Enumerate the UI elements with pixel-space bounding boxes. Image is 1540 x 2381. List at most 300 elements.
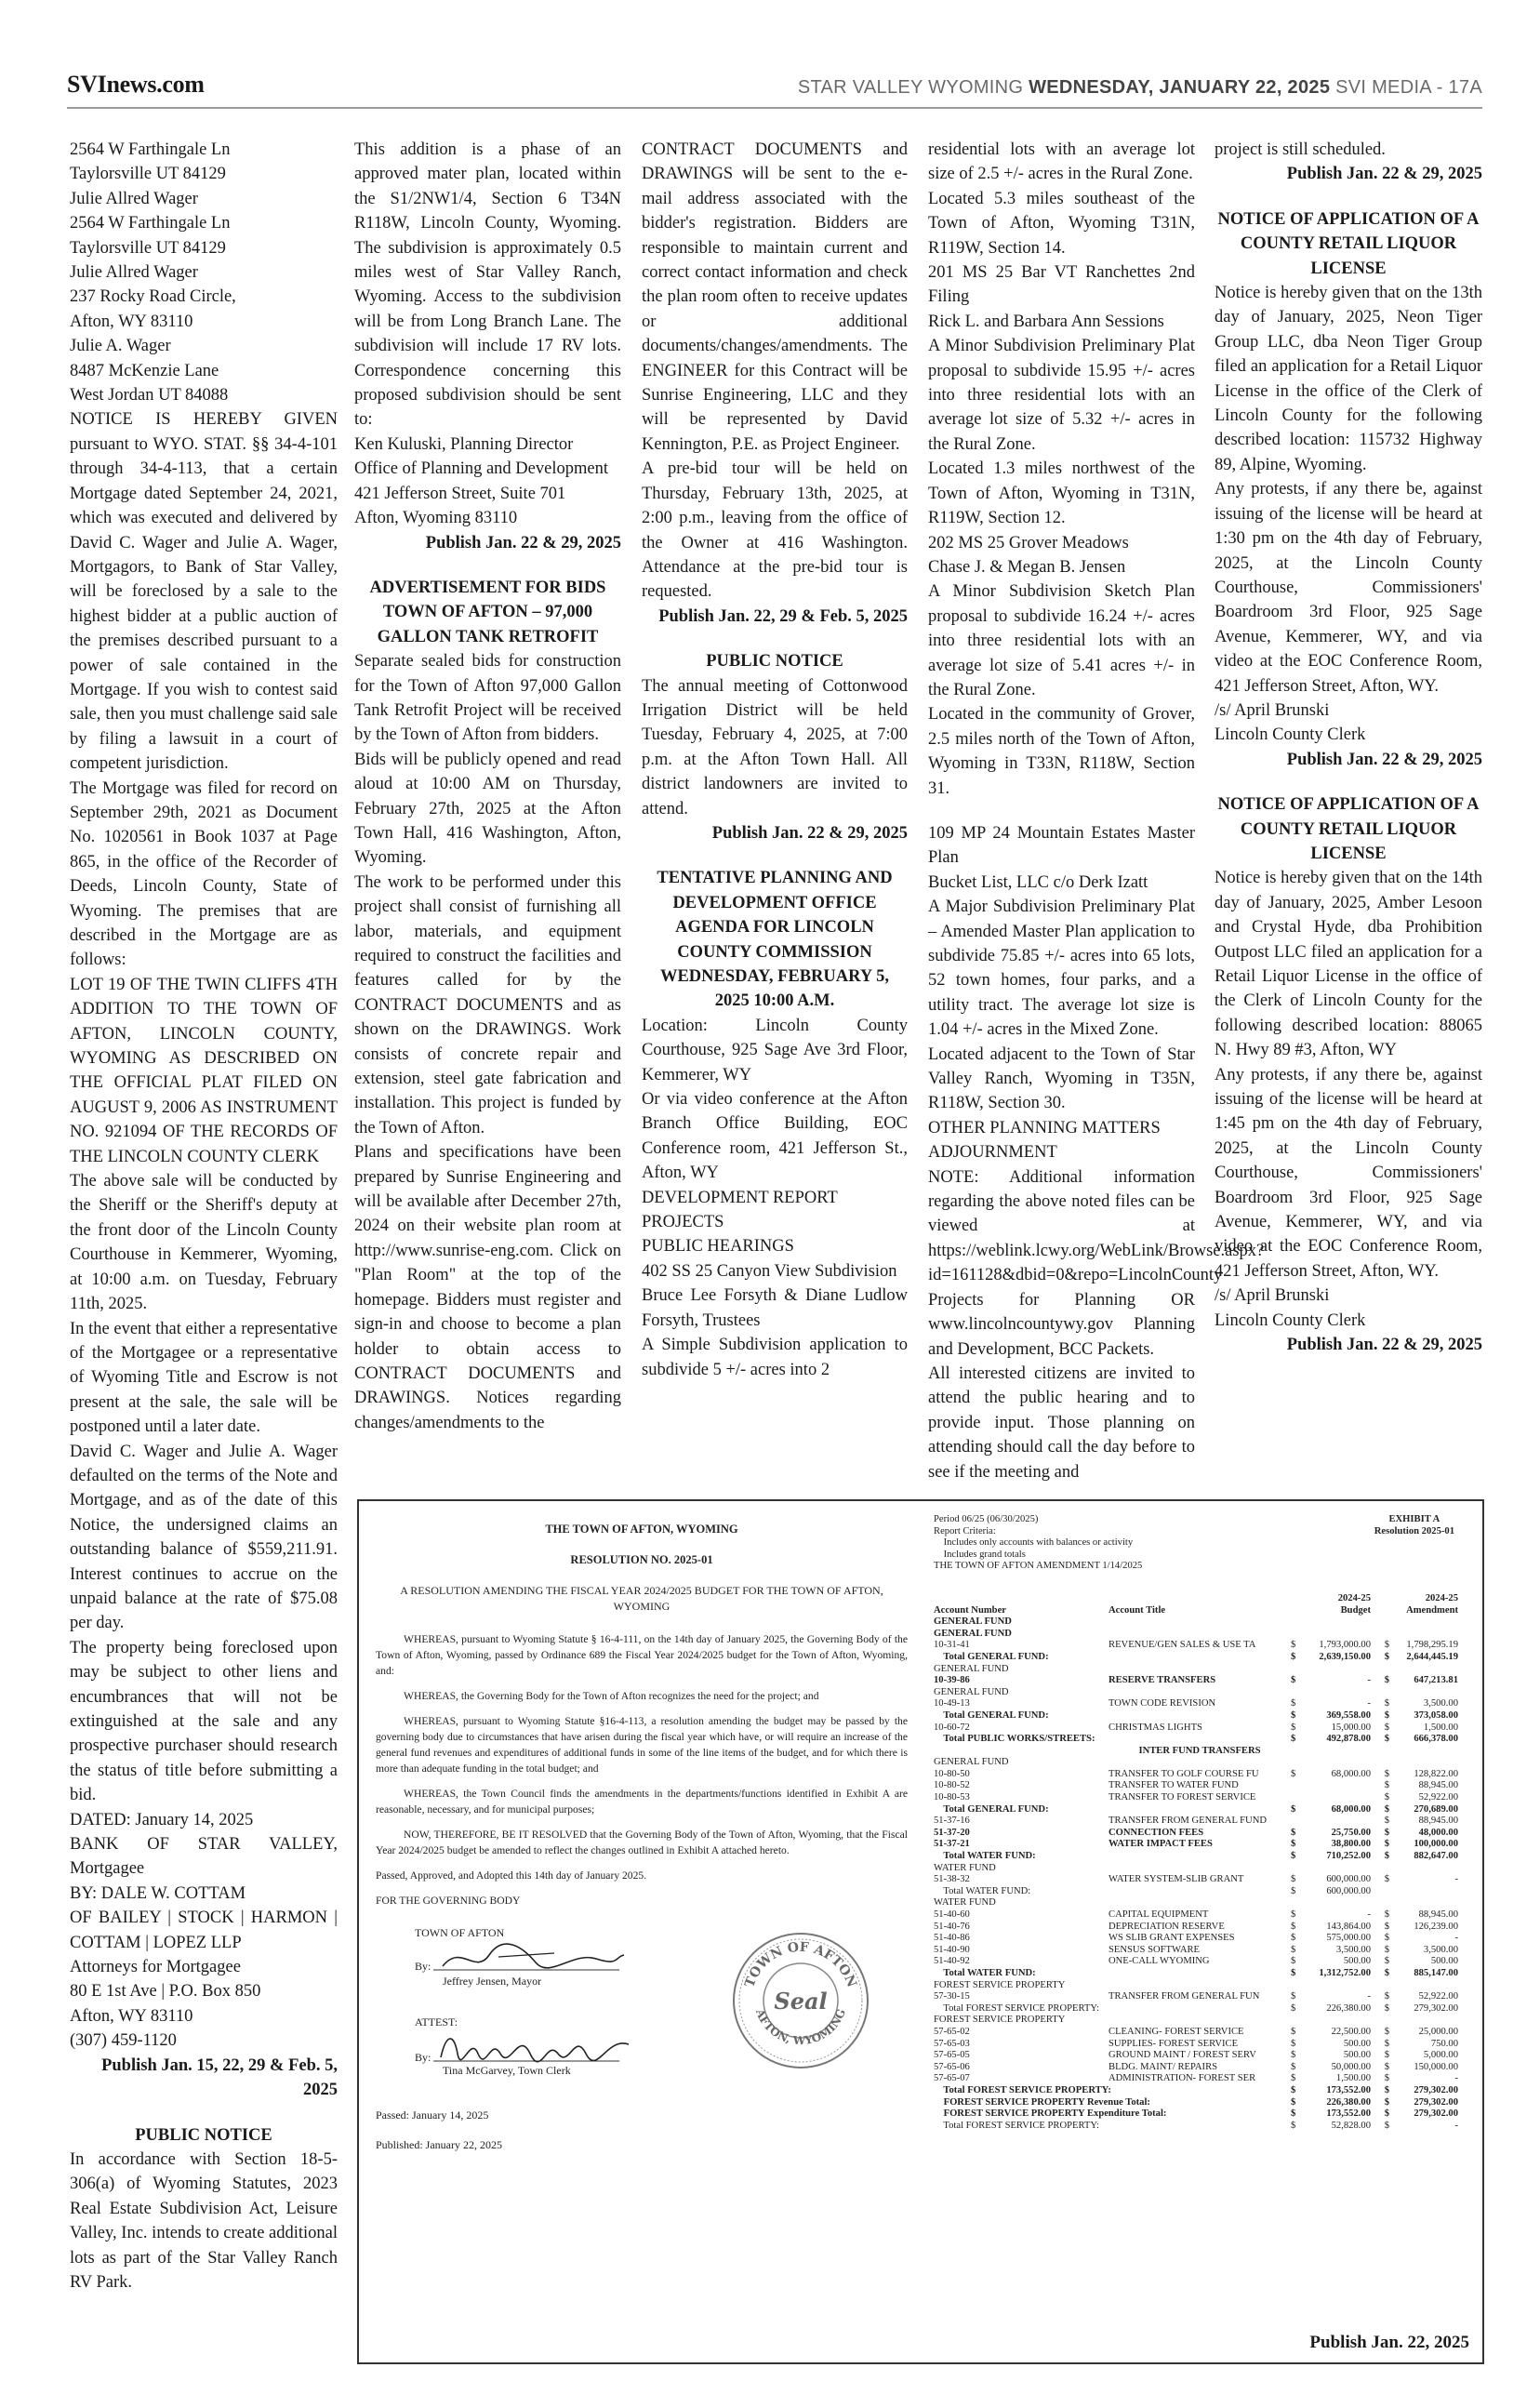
- text-line: 237 Rocky Road Circle,: [70, 287, 236, 307]
- cell-t: [1109, 2015, 1291, 2027]
- table-row: [934, 2085, 1466, 2097]
- text-line: Any protests, if any there be, against issuing of the license will be heard at 1:45 pm on the 4th day of February, 2025, at the Lincoln County Courthouse, Commissioners' Boardroom 3rd Floor, 925 Sage Avenue, Kemmerer, WY, and via video at the EOC Conference Room, 421 Jefferson Street, Afton, WY.: [1215, 1065, 1482, 1281]
- cell-s2: $: [1384, 1709, 1389, 1721]
- cell-s1: $: [1291, 2038, 1296, 2049]
- resolution-number: RESOLUTION NO. 2025-01: [570, 1553, 713, 1566]
- table-row: [934, 1687, 1466, 1699]
- cell-b: 1,312,752.00: [1319, 1967, 1371, 1978]
- cell-a: 10-80-53: [934, 1792, 970, 1803]
- text-line: NOTE: Additional information regarding the above noted files can be viewed at https://weblink.lcwy.org/WebLink/Browse.aspx?id=161128&dbid=0&repo=LincolnCounty: [928, 1167, 1265, 1285]
- exhibit-a: [934, 1514, 1466, 2351]
- table-row: [934, 1734, 1466, 1746]
- cell-s1: $: [1291, 1734, 1296, 1745]
- cell-t: [1109, 1851, 1291, 1863]
- attest-label: ATTEST:: [415, 2015, 458, 2029]
- cell-s1: $: [1291, 1851, 1296, 1862]
- table-row: [934, 2108, 1466, 2121]
- cell-b: [1302, 2015, 1371, 2027]
- text-line: A Minor Subdivision Preliminary Plat proposal to subdivide 15.95 +/- acres into three residential lots with an average lot size of 5.32 +/- acres in the Rural Zone.: [928, 337, 1195, 454]
- cell-a: 51-40-60: [934, 1909, 970, 1920]
- table-row: [934, 2097, 1466, 2109]
- publish-line: Publish Jan. 22 & 29, 2025: [1286, 165, 1482, 184]
- agenda-items-more: [928, 821, 1265, 1484]
- cell-a: 10-39-86: [934, 1675, 970, 1686]
- cell-s1: $: [1291, 1874, 1296, 1885]
- cell-t: [1109, 1968, 1291, 1980]
- table-row: [934, 1792, 1466, 1804]
- cell-a: GENERAL FUND: [934, 1616, 1012, 1628]
- text-line: The Mortgage was filed for record on September 29th, 2021 as Document No. 1020561 in Book 1037 at Page 865, in the office of the Recorder of Deeds, Lincoln County, State of Wyoming. The premises that are described in the Mortgage are as follows:: [70, 778, 338, 970]
- issue-line: [798, 77, 1482, 99]
- cell-s2: $: [1384, 1839, 1389, 1850]
- text-line: 109 MP 24 Mountain Estates Master Plan: [928, 823, 1195, 868]
- cell-s1: $: [1291, 1640, 1296, 1651]
- cell-s1: $: [1291, 2084, 1296, 2095]
- seal-center-text: Seal: [774, 1988, 828, 2015]
- cell-b: [1302, 1980, 1371, 1992]
- text-line: BY: DALE W. COTTAM: [70, 1883, 246, 1903]
- text-line: Julie Allred Wager: [70, 189, 198, 208]
- text-line: In accordance with Section 18-5-306(a) of Wyoming Statutes, 2023 Real Estate Subdivision Act, Leisure Valley, Inc. intends to create additional lots as part of the Star Valley Ranch RV Park.: [70, 2149, 339, 2292]
- cell-s1: $: [1291, 1803, 1296, 1815]
- cell-s1: $: [1291, 1956, 1296, 1967]
- cell-b: 15,000.00: [1331, 1722, 1371, 1733]
- cell-a: WATER FUND: [934, 1897, 996, 1909]
- signature-block: [376, 1922, 908, 2154]
- year-header-row: [934, 1593, 1466, 1605]
- page-header: [67, 61, 1482, 99]
- cell-t: WATER SYSTEM-SLIB GRANT: [1109, 1874, 1244, 1885]
- cell-t: [1109, 2097, 1291, 2109]
- cell-a: 57-65-03: [934, 2038, 970, 2049]
- cell-s2: $: [1384, 1675, 1389, 1686]
- text-line: DEVELOPMENT REPORT: [642, 1188, 838, 1207]
- cell-a: FOREST SERVICE PROPERTY Revenue Total:: [934, 2096, 1150, 2108]
- cell-s1: $: [1291, 2120, 1296, 2131]
- cell-s2: [1371, 2015, 1389, 2027]
- cell-m: 88,945.00: [1418, 1780, 1458, 1791]
- cell-m: [1389, 1863, 1458, 1875]
- cell-t: CONNECTION FEES: [1109, 1827, 1204, 1838]
- cell-a: 57-65-05: [934, 2050, 970, 2061]
- subdivision-notice: [70, 2148, 338, 2295]
- cell-t: TOWN CODE REVISION: [1109, 1698, 1216, 1709]
- mayor-name: Jeffrey Jensen, Mayor: [443, 1975, 542, 1988]
- cell-t: [1109, 1652, 1291, 1664]
- cell-a: GENERAL FUND: [934, 1663, 1009, 1674]
- cell-s1: [1291, 1897, 1302, 1909]
- cell-m: 647,213.81: [1414, 1675, 1458, 1686]
- cell-a: 57-30-15: [934, 1991, 970, 2002]
- cell-s2: $: [1384, 1651, 1389, 1662]
- by-label-2: By:: [415, 2051, 431, 2064]
- cell-m: 126,239.00: [1414, 1921, 1458, 1932]
- cell-s2: $: [1384, 2061, 1389, 2072]
- cell-t: [1109, 1629, 1291, 1641]
- cell-b: [1302, 1757, 1371, 1769]
- table-row: [934, 2073, 1466, 2085]
- cell-t: [1109, 1687, 1291, 1699]
- cell-t: BLDG. MAINT/ REPAIRS: [1109, 2061, 1218, 2072]
- cell-m: [1389, 2015, 1458, 2027]
- table-row: [934, 1723, 1466, 1735]
- cell-s1: $: [1291, 1651, 1296, 1662]
- cell-m: [1389, 1757, 1458, 1769]
- cell-s1: [1291, 1780, 1302, 1792]
- cell-a: FOREST SERVICE PROPERTY Expenditure Total:: [934, 2108, 1167, 2120]
- spacer: [642, 845, 908, 866]
- text-line: A Major Subdivision Preliminary Plat – Amended Master Plan application to subdivide 75.85 +/- acres into 65 lots, 52 town homes, four parks, and a utility tract. The average lot size is 1.04 +/- acres in the Mixed Zone.: [928, 898, 1195, 1040]
- text-line: Lincoln County Clerk: [1215, 1310, 1366, 1330]
- cell-s1: [1291, 1792, 1302, 1804]
- cell-s2: $: [1384, 2120, 1389, 2131]
- cell-a: Total PUBLIC WORKS/STREETS:: [934, 1734, 1095, 1745]
- text-line: Located 1.3 miles northwest of the Town of Afton, Wyoming in T31N, R119W, Section 12.: [928, 459, 1195, 528]
- cell-b: 50,000.00: [1331, 2061, 1371, 2072]
- cell-t: [1109, 2108, 1291, 2121]
- cell-m: 128,822.00: [1414, 1768, 1458, 1779]
- text-line: A Minor Subdivision Sketch Plan proposal to subdivide 16.24 +/- acres into three residential lots with an average lot size of 5.41 acres +/- in the Rural Zone.: [928, 582, 1195, 699]
- cell-m: 52,922.00: [1418, 1792, 1458, 1803]
- cell-s1: [1291, 1687, 1302, 1699]
- cell-b: [1302, 1616, 1371, 1629]
- table-row: [934, 1629, 1466, 1641]
- cell-t: [1109, 1804, 1291, 1816]
- cell-t: TRANSFER FROM GENERAL FUN: [1109, 1991, 1260, 2002]
- text-line: Taylorsville UT 84129: [70, 238, 226, 258]
- text-line: Located adjacent to the Town of Star Valley Ranch, Wyoming in T35N, R118W, Section 30.: [928, 1044, 1195, 1113]
- cell-s1: $: [1291, 1827, 1296, 1838]
- cell-a: Total FOREST SERVICE PROPERTY:: [934, 2084, 1111, 2095]
- cell-m: -: [1454, 1933, 1458, 1944]
- cell-a: 10-80-52: [934, 1780, 970, 1791]
- text-line: BANK OF STAR VALLEY, Mortgagee: [70, 1835, 338, 1879]
- cell-b: 369,558.00: [1326, 1709, 1371, 1721]
- cell-a: 51-40-76: [934, 1921, 970, 1932]
- text-line: PUBLIC HEARINGS: [642, 1237, 794, 1257]
- cell-b: 500.00: [1343, 2038, 1371, 2049]
- table-row: [934, 1897, 1466, 1909]
- cell-m: 52,922.00: [1418, 1991, 1458, 2002]
- column-3: [642, 138, 908, 1477]
- resolution-paragraph: WHEREAS, the Governing Body for the Town of Afton recognizes the need for the project; and: [404, 1690, 819, 1702]
- cell-t: [1109, 1863, 1291, 1875]
- cell-s2: [1371, 1863, 1389, 1875]
- cell-s2: $: [1384, 1722, 1389, 1733]
- cell-s1: $: [1291, 2073, 1296, 2084]
- cell-m: 279,302.00: [1414, 2096, 1458, 2108]
- text-line: Lincoln County Clerk: [1215, 725, 1366, 745]
- cell-m: 1,500.00: [1423, 1722, 1458, 1733]
- cell-m: [1389, 1687, 1458, 1699]
- text-line: 202 MS 25 Grover Meadows: [928, 533, 1129, 552]
- cell-a: GENERAL FUND: [934, 1628, 1012, 1639]
- cell-a: FOREST SERVICE PROPERTY: [934, 1979, 1066, 1990]
- spacer: [1215, 187, 1482, 207]
- cell-s2: [1371, 1629, 1389, 1641]
- subdivision-notice-cont: [354, 138, 621, 531]
- cell-s1: $: [1291, 1698, 1296, 1709]
- spacer: [1215, 772, 1482, 792]
- cell-t: WS SLIB GRANT EXPENSES: [1109, 1933, 1235, 1944]
- cell-b: [1302, 1780, 1371, 1792]
- cell-a: Total FOREST SERVICE PROPERTY:: [934, 2002, 1100, 2014]
- cell-m: [1389, 1980, 1458, 1992]
- cell-s1: $: [1291, 2061, 1296, 2072]
- column-4: [928, 138, 1265, 1482]
- cell-s2: $: [1384, 1933, 1389, 1944]
- criteria-line: Period 06/25 (06/30/2025): [934, 1514, 1039, 1524]
- cell-s1: $: [1291, 2108, 1296, 2120]
- cell-b: 22,500.00: [1331, 2026, 1371, 2037]
- text-line: Notice is hereby given that on the 13th day of January, 2025, Neon Tiger Group LLC, dba Neon Tiger Group filed an application for a Retail Liquor License in the office of the Clerk of Lincoln County for the following described location: 115732 Highway 89, Alpine, Wyoming.: [1215, 284, 1482, 474]
- cell-a: 51-37-16: [934, 1816, 970, 1827]
- table-row: [934, 1991, 1466, 2003]
- cell-s2: $: [1384, 1734, 1389, 1745]
- publish-line: Publish Jan. 22 & 29, 2025: [1286, 1336, 1482, 1355]
- text-line: Afton, WY 83110: [70, 312, 193, 331]
- text-line: Taylorsville UT 84129: [70, 165, 226, 184]
- table-row: [934, 1933, 1466, 1945]
- irrigation-notice: [642, 674, 908, 821]
- text-line: DATED: January 14, 2025: [70, 1810, 254, 1829]
- cell-m: 1,798,295.19: [1406, 1640, 1458, 1651]
- cell-a: Total WATER FUND:: [934, 1967, 1036, 1978]
- cell-t: DEPRECIATION RESERVE: [1109, 1921, 1225, 1932]
- cell-m: 48,000.00: [1418, 1827, 1458, 1838]
- cell-m: 750.00: [1430, 2038, 1458, 2049]
- cell-s2: [1371, 1757, 1389, 1769]
- agenda-items-cont: [928, 138, 1195, 801]
- mayor-signature: [433, 1938, 638, 1975]
- cell-s1: [1291, 1616, 1302, 1629]
- amendment-year: 2024-25: [1425, 1592, 1458, 1603]
- bids-notice-cont: [642, 138, 908, 605]
- text-line: West Jordan UT 84088: [70, 386, 229, 406]
- cell-b: 173,552.00: [1326, 2108, 1371, 2120]
- cell-s2: $: [1384, 1827, 1389, 1838]
- table-row: [934, 1922, 1466, 1934]
- text-line: Julie A. Wager: [70, 337, 171, 356]
- cell-t: SUPPLIES- FOREST SERVICE: [1109, 2038, 1239, 2049]
- cell-s2: $: [1384, 2073, 1389, 2084]
- table-row: [934, 1839, 1466, 1851]
- cell-s2: $: [1384, 2026, 1389, 2037]
- cell-s1: $: [1291, 2096, 1296, 2108]
- table-row: [934, 1769, 1466, 1781]
- cell-s2: $: [1384, 1909, 1389, 1920]
- text-line: Ken Kuluski, Planning Director: [354, 434, 574, 454]
- cell-t: CHRISTMAS LIGHTS: [1109, 1722, 1202, 1733]
- cell-s2: $: [1384, 1991, 1389, 2002]
- text-line: Bids will be publicly opened and read aloud at 10:00 AM on Thursday, February 27th, 2025 at the Afton Town Hall, 416 Washington, Afton, Wyoming.: [354, 750, 621, 868]
- cell-s1: [1291, 1757, 1302, 1769]
- cell-b: [1302, 1863, 1371, 1875]
- cell-t: RESERVE TRANSFERS: [1109, 1675, 1216, 1686]
- cell-b: -: [1367, 1675, 1371, 1686]
- resolution-paragraph: WHEREAS, pursuant to Wyoming Statute §16-4-113, a resolution amending the budget may be passed by the governing body due to circumstances that have arisen during the fiscal year which have, or will require an increase of the general fund revenues and expenditures of additional funds in some of the line items of the budget, and for which there is more than adequate funding in the total budget; and: [376, 1715, 908, 1775]
- notice-heading: PUBLIC NOTICE: [135, 2125, 272, 2145]
- resolution-paragraph: NOW, THEREFORE, BE IT RESOLVED that the Governing Body of the Town of Afton, Wyoming, that the Fiscal Year 2024/2025 budget be amended to reflect the changes outlined in Exhibit A attached hereto.: [376, 1829, 908, 1856]
- cell-t: [1109, 2121, 1291, 2133]
- cell-a: 51-37-20: [934, 1827, 970, 1838]
- cell-m: 5,000.00: [1423, 2050, 1458, 2061]
- published-date: Published: January 22, 2025: [376, 2138, 502, 2151]
- text-line: Separate sealed bids for construction for the Town of Afton 97,000 Gallon Tank Retrofit Project will be received by the Town of Afton from bidders.: [354, 652, 621, 745]
- cell-a: Total WATER FUND:: [934, 1885, 1031, 1896]
- text-line: 8487 McKenzie Lane: [70, 361, 219, 380]
- text-line: OF BAILEY | STOCK | HARMON | COTTAM | LOPEZ LLP: [70, 1909, 338, 1952]
- cell-s2: $: [1384, 2108, 1389, 2120]
- text-line: Plans and specifications have been prepared by Sunrise Engineering and will be available after December 27th, 2024 on their website plan room at http://www.sunrise-eng.com. Click on "Plan Room" at the top of the homepage. Bidders must register and sign-in and choose to become a plan holder to obtain access to CONTRACT DOCUMENTS and DRAWINGS. Notices regarding changes/amendments to the: [354, 1143, 621, 1432]
- cell-m: 885,147.00: [1414, 1967, 1458, 1978]
- text-line: CONTRACT DOCUMENTS and DRAWINGS will be sent to the e-mail address associated with the bidder's registration. Bidders are responsible to maintain current and correct contact information and check the plan room often to receive updates or additional documents/changes/amendments. The ENGINEER for this Contract will be Sunrise Engineering, LLC and they will be represented by David Kennington, P.E. as Project Engineer.: [642, 140, 908, 454]
- clerk-name: Tina McGarvey, Town Clerk: [443, 2064, 571, 2077]
- cell-a: 57-65-06: [934, 2061, 970, 2072]
- cell-s2: $: [1384, 1944, 1389, 1955]
- cell-m: 3,500.00: [1423, 1698, 1458, 1709]
- cell-b: 600,000.00: [1326, 1874, 1371, 1885]
- text-line: Bucket List, LLC c/o Derk Izatt: [928, 872, 1148, 892]
- cell-m: 3,500.00: [1423, 1944, 1458, 1955]
- cell-t: TRANSFER TO WATER FUND: [1109, 1780, 1239, 1791]
- column-5: [1215, 138, 1482, 1477]
- cell-s2: $: [1384, 2084, 1389, 2095]
- cell-s2: $: [1384, 1874, 1389, 1885]
- table-row: [934, 2027, 1466, 2039]
- column-2: [354, 138, 621, 1477]
- text-line: Afton, Wyoming 83110: [354, 509, 518, 528]
- cell-s1: $: [1291, 1675, 1296, 1686]
- cell-s2: $: [1384, 2002, 1389, 2014]
- cell-b: 173,552.00: [1326, 2084, 1371, 2095]
- cell-s2: $: [1384, 1921, 1389, 1932]
- cell-s2: [1371, 1980, 1389, 1992]
- text-line: Located in the community of Grover, 2.5 miles north of the Town of Afton, Wyoming in T33N, R118W, Section 31.: [928, 705, 1195, 798]
- text-line: 201 MS 25 Bar VT Ranchettes 2nd Filing: [928, 263, 1195, 307]
- resolution-title: THE TOWN OF AFTON, WYOMING: [545, 1523, 738, 1536]
- cell-b: 710,252.00: [1326, 1851, 1371, 1862]
- exhibit-title-block: [1374, 1514, 1454, 1537]
- cell-s1: [1291, 1629, 1302, 1641]
- cell-s2: $: [1384, 2050, 1389, 2061]
- cell-a: 10-49-13: [934, 1698, 970, 1709]
- column-1: [70, 138, 338, 2361]
- table-row: [934, 2015, 1466, 2027]
- cell-b: 38,800.00: [1331, 1839, 1371, 1850]
- cell-a: 51-37-21: [934, 1839, 970, 1850]
- cell-s1: $: [1291, 1885, 1296, 1896]
- cell-t: CLEANING- FOREST SERVICE: [1109, 2026, 1244, 2037]
- spacer: [642, 629, 908, 649]
- cell-b: 1,793,000.00: [1319, 1640, 1371, 1651]
- cell-m: [1389, 1629, 1458, 1641]
- cell-b: 2,639,150.00: [1319, 1651, 1371, 1662]
- cell-b: 500.00: [1343, 2050, 1371, 2061]
- cell-t: ONE-CALL WYOMING: [1109, 1956, 1210, 1967]
- criteria-line: Includes only accounts with balances or activity: [934, 1537, 1134, 1549]
- table-row: [934, 1640, 1466, 1652]
- cell-m: 270,689.00: [1414, 1803, 1458, 1815]
- foreclosure-notice: [70, 138, 338, 2054]
- cell-t: REVENUE/GEN SALES & USE TA: [1109, 1640, 1256, 1651]
- cell-m: 279,302.00: [1414, 2084, 1458, 2095]
- cell-s2: $: [1384, 1640, 1389, 1651]
- text-line: The annual meeting of Cottonwood Irrigation District will be held Tuesday, February 4, 2025, at 7:00 p.m. at the Afton Town Hall. All district landowners are invited to attend.: [642, 676, 908, 818]
- text-line: /s/ April Brunski: [1215, 1286, 1330, 1306]
- cell-s1: $: [1291, 1909, 1296, 1920]
- account-title-header: Account Title: [1109, 1604, 1166, 1616]
- table-row: [934, 2003, 1466, 2015]
- table-row: [934, 1851, 1466, 1863]
- account-number-header: Account Number: [934, 1604, 1006, 1616]
- text-line: Notice is hereby given that on the 14th day of January, 2025, Amber Lesoon and Crystal Hyde, dba Prohibition Outpost LLC filed an application for a Retail Liquor License in the office of the Clerk of Lincoln County for the following described location: 88065 N. Hwy 89 #3, Afton, WY: [1215, 869, 1482, 1060]
- liquor-notice-1: [1215, 281, 1482, 748]
- cell-s1: $: [1291, 1768, 1296, 1779]
- table-row: [934, 2121, 1466, 2133]
- cell-t: [1109, 1980, 1291, 1992]
- cell-a: GENERAL FUND: [934, 1686, 1009, 1697]
- criteria-line: THE TOWN OF AFTON AMENDMENT 1/14/2025: [934, 1561, 1143, 1572]
- cell-b: 25,750.00: [1331, 1827, 1371, 1838]
- text-line: Julie Allred Wager: [70, 263, 198, 283]
- table-row: [934, 1698, 1466, 1710]
- cell-s2: $: [1384, 2038, 1389, 2049]
- text-line: Projects for Planning OR www.lincolncountywy.gov Planning and Development, BCC Packets.: [928, 1290, 1195, 1359]
- cell-b: 1,500.00: [1335, 2073, 1371, 2084]
- cell-s1: [1291, 1664, 1302, 1676]
- cell-b: 68,000.00: [1331, 1803, 1371, 1815]
- cell-a: 57-65-02: [934, 2026, 970, 2037]
- text-line: 2564 W Farthingale Ln: [70, 214, 231, 233]
- by-label: By:: [415, 1960, 431, 1973]
- publish-line: Publish Jan. 15, 22, 29 & Feb. 5, 2025: [101, 2055, 338, 2100]
- budget-year: 2024-25: [1337, 1592, 1371, 1603]
- text-line: Attorneys for Mortgagee: [70, 1958, 241, 1977]
- agenda-items: [642, 1014, 908, 1382]
- agenda-heading: TENTATIVE PLANNING AND DEVELOPMENT OFFICE AGENDA FOR LINCOLN COUNTY COMMISSION WEDNESDAY, FEBRUARY 5, 2025 10:00 A.M.: [657, 869, 893, 1011]
- cell-s2: $: [1384, 1803, 1389, 1815]
- exhibit-table: [934, 1616, 1466, 2132]
- cell-m: 279,302.00: [1414, 2002, 1458, 2014]
- text-line: PROJECTS: [642, 1213, 724, 1232]
- cell-s2: $: [1384, 1956, 1389, 1967]
- text-line: residential lots with an average lot size of 2.5 +/- acres in the Rural Zone.: [928, 140, 1195, 184]
- liquor-heading-1: NOTICE OF APPLICATION OF A COUNTY RETAIL LIQUOR LICENSE: [1217, 209, 1480, 278]
- cell-m: 88,945.00: [1418, 1909, 1458, 1920]
- cell-s1: $: [1291, 1722, 1296, 1733]
- cell-t: TRANSFER TO FOREST SERVICE: [1109, 1792, 1256, 1803]
- cell-s2: $: [1384, 1780, 1389, 1791]
- table-row: [934, 2062, 1466, 2074]
- text-line: The work to be performed under this project shall consist of furnishing all labor, materials, and equipment required to construct the facilities and features called for by the CONTRACT DOCUMENTS and as shown on the DRAWINGS. Work consists of concrete repair and extension, steel gate fabrication and installation. This project is funded by the Town of Afton.: [354, 872, 621, 1137]
- liquor-heading-2: NOTICE OF APPLICATION OF A COUNTY RETAIL LIQUOR LICENSE: [1217, 795, 1480, 863]
- table-row: [934, 1616, 1466, 1629]
- text-line: LOT 19 OF THE TWIN CLIFFS 4TH ADDITION TO THE TOWN OF AFTON, LINCOLN COUNTY, WYOMING AS DESCRIBED ON THE OFFICIAL PLAT FILED ON AUGUST 9, 2006 AS INSTRUMENT NO. 921094 OF THE RECORDS OF THE LINCOLN COUNTY CLERK: [70, 975, 338, 1166]
- cell-t: [1109, 1734, 1291, 1746]
- site-name: SVInews.com: [67, 71, 205, 98]
- cell-m: 500.00: [1430, 1956, 1458, 1967]
- cell-b: [1302, 1664, 1371, 1676]
- liquor-notice-2: [1215, 866, 1482, 1333]
- cell-s2: $: [1384, 1851, 1389, 1862]
- table-row: [934, 1675, 1466, 1687]
- cell-t: [1109, 2085, 1291, 2097]
- cell-s2: $: [1384, 1792, 1389, 1803]
- cell-a: 51-40-86: [934, 1933, 970, 1944]
- spacer: [354, 555, 621, 576]
- cell-b: -: [1367, 1698, 1371, 1709]
